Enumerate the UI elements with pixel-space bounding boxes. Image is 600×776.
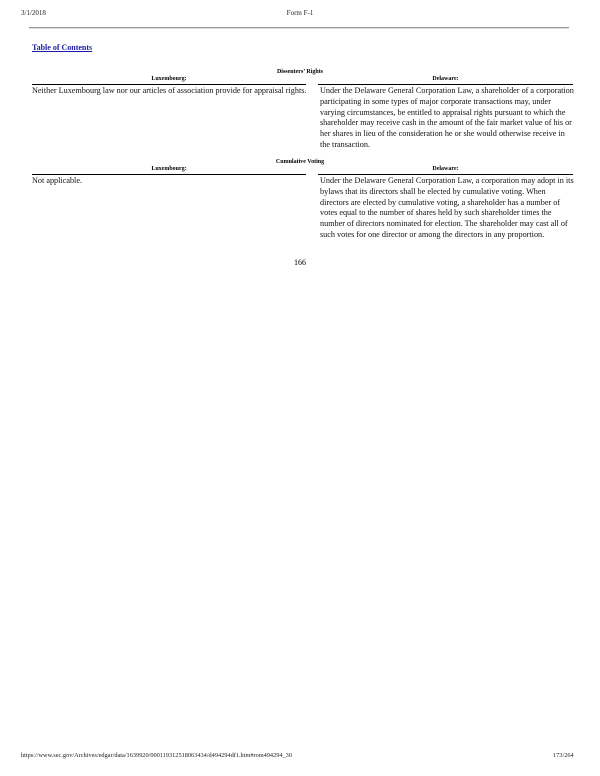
column-heading-delaware: Delaware:	[432, 76, 459, 82]
column-heading-delaware: Delaware:	[432, 166, 459, 172]
delaware-text: Under the Delaware General Corporation Law, a shareholder of a corporation participating in some types of major corporate transactions may, under varying circumstances, be entitled to appraisal rights pursuant to which the shareholder may receive cash in the amount of the fair market value of his or her shares in lieu of the consideration he or she would otherwise receive in the transaction.	[320, 86, 574, 149]
section-title: Dissenters’ Rights	[276, 69, 324, 75]
column-rule-left	[32, 174, 306, 175]
luxembourg-text: Not applicable.	[32, 176, 83, 185]
luxembourg-text: Neither Luxembourg law nor our articles of association provide for appraisal rights.	[32, 86, 307, 95]
column-heading-luxembourg: Luxembourg:	[151, 166, 187, 172]
table-of-contents-link[interactable]: Table of Contents	[32, 43, 93, 52]
footer-page-count: 173/264	[553, 752, 574, 759]
section-title: Cumulative Voting	[275, 159, 325, 165]
delaware-text: Under the Delaware General Corporation Law, a corporation may adopt in its bylaws that its directors shall be elected by cumulative voting. When directors are elected by cumulative voting, a shareholder has a number of votes equal to the number of shares held by such shareholder times the number of directors nominated for election. The shareholder may cast all of such votes for one director or among the directors in any proportion.	[320, 176, 574, 239]
column-rule-right	[318, 174, 573, 175]
header-divider	[29, 27, 569, 28]
footer-url: https://www.sec.gov/Archives/edgar/data/1639920/000119312518063434/d494294df1.htm#rom494294_30	[21, 752, 292, 759]
page-header-date: 3/1/2018	[21, 9, 46, 17]
column-rule-right	[318, 84, 573, 85]
page-header-title: Form F-1	[286, 9, 314, 17]
column-rule-left	[32, 84, 306, 85]
page-number: 166	[294, 258, 306, 267]
column-heading-luxembourg: Luxembourg:	[151, 76, 187, 82]
